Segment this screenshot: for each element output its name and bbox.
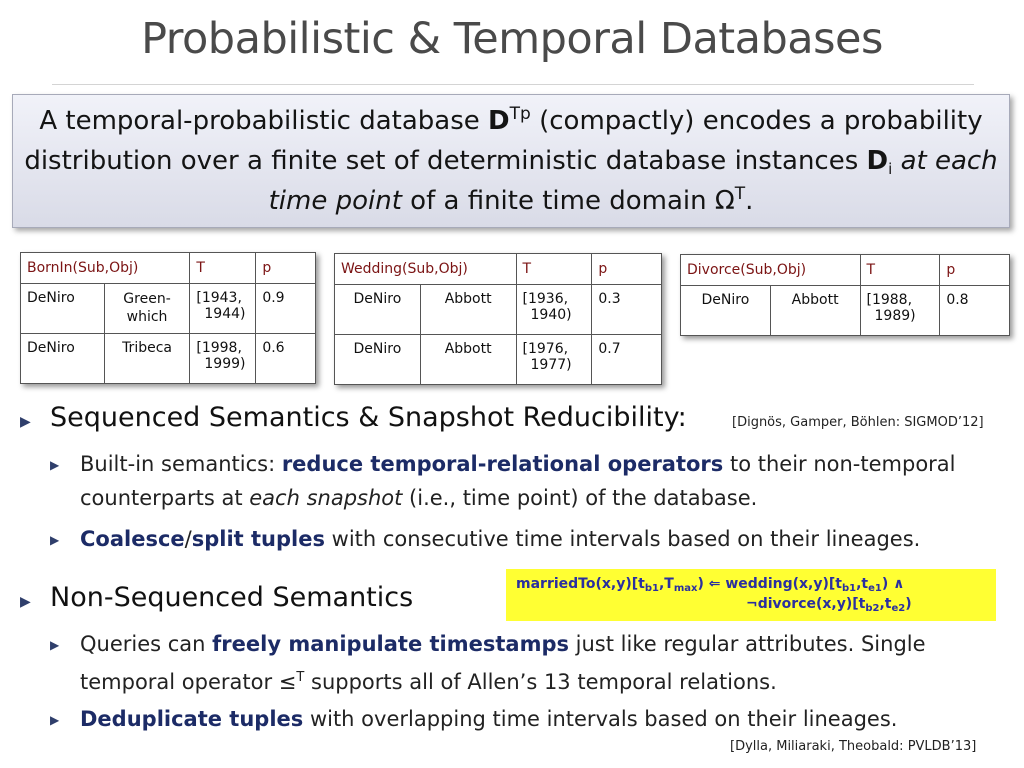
table-header: T bbox=[860, 255, 940, 286]
table-cell: DeNiro bbox=[21, 334, 105, 384]
rule-subscript: b1 bbox=[841, 583, 857, 594]
interval-end: 1940) bbox=[530, 307, 572, 323]
table-header-row bbox=[681, 255, 1010, 286]
interval-start: [1988, bbox=[866, 292, 913, 308]
divorce-table bbox=[680, 254, 1010, 336]
interval-end: 1977) bbox=[530, 357, 572, 373]
definition-box bbox=[12, 94, 1010, 228]
definition-emphasis: at each time point bbox=[268, 146, 998, 216]
table-cell: DeNiro bbox=[335, 285, 421, 335]
sequenced-heading-text: Sequenced Semantics & Snapshot Reducibility: bbox=[50, 402, 687, 433]
table-cell: 0.8 bbox=[940, 286, 1010, 336]
interval-start: [1976, bbox=[522, 341, 569, 357]
sequenced-item-2-text bbox=[80, 522, 920, 556]
nonsequenced-heading bbox=[20, 582, 413, 613]
table-cell bbox=[190, 334, 256, 384]
rule-subscript: b2 bbox=[865, 603, 880, 614]
operator-superscript: T bbox=[296, 670, 305, 685]
sub-bullet-icon: ▶ bbox=[50, 713, 60, 727]
rule-subscript: e1 bbox=[868, 583, 882, 594]
nonsequenced-item-1 bbox=[50, 627, 1010, 699]
table-cell: 0.7 bbox=[592, 335, 662, 385]
table-header: BornIn(Sub,Obj) bbox=[21, 253, 190, 284]
emphasis-text: Deduplicate tuples bbox=[80, 707, 304, 731]
table-cell: Green-which bbox=[104, 284, 190, 334]
table-row bbox=[335, 335, 662, 385]
sub-bullet-icon: ▶ bbox=[50, 458, 60, 472]
table-cell: Abbott bbox=[420, 285, 516, 335]
text-run: (i.e., time point) of the database. bbox=[402, 486, 758, 510]
sequenced-heading bbox=[20, 402, 687, 433]
table-cell: DeNiro bbox=[335, 335, 421, 385]
database-superscript: Tp bbox=[509, 104, 531, 124]
interval-start: [1998, bbox=[196, 340, 242, 356]
definition-text-2: (compactly) encodes a probability distribution over a finite set of deterministic database instances bbox=[24, 106, 983, 176]
table-header: p bbox=[940, 255, 1010, 286]
italic-text: each snapshot bbox=[249, 486, 403, 510]
table-header-row bbox=[21, 253, 316, 284]
instance-symbol: D bbox=[866, 146, 889, 176]
text-run: with consecutive time intervals based on their lineages. bbox=[324, 527, 921, 551]
table-header: T bbox=[190, 253, 256, 284]
rule-subscript: e2 bbox=[891, 603, 906, 614]
sequenced-citation: [Dignös, Gamper, Böhlen: SIGMOD’12] bbox=[732, 415, 984, 430]
bullet-icon: ▶ bbox=[20, 414, 31, 430]
rule-text: ¬divorce(x,y)[t bbox=[746, 596, 866, 612]
rule-text: marriedTo(x,y)[t bbox=[516, 576, 645, 592]
nonsequenced-heading-text: Non-Sequenced Semantics bbox=[50, 582, 414, 613]
text-run: just like regular attributes. Single temporal operator ≤ bbox=[80, 632, 926, 694]
interval-start: [1936, bbox=[522, 291, 569, 307]
nonsequenced-item-2-text bbox=[80, 702, 897, 736]
rule-text: ,t bbox=[879, 596, 892, 612]
definition-text-3: of a finite time domain bbox=[401, 186, 715, 216]
table-cell: 0.6 bbox=[256, 334, 316, 384]
table-header: p bbox=[256, 253, 316, 284]
table-row bbox=[335, 285, 662, 335]
text-run: Queries can bbox=[80, 632, 213, 656]
sub-bullet-icon: ▶ bbox=[50, 638, 60, 652]
wedding-table bbox=[334, 253, 662, 385]
nonsequenced-item-2 bbox=[50, 702, 1010, 737]
rule-line-2 bbox=[516, 594, 986, 614]
interval-end: 1944) bbox=[204, 306, 246, 322]
nonsequenced-citation: [Dylla, Miliaraki, Theobald: PVLDB’13] bbox=[730, 739, 977, 754]
table-cell: DeNiro bbox=[21, 284, 105, 334]
omega-superscript: T bbox=[734, 184, 746, 204]
title-divider bbox=[52, 84, 974, 85]
table-cell bbox=[516, 335, 592, 385]
emphasis-text: split tuples bbox=[191, 527, 325, 551]
rule-text: ) bbox=[905, 596, 912, 612]
table-header: T bbox=[516, 254, 592, 285]
table-cell: 0.9 bbox=[256, 284, 316, 334]
interval-end: 1999) bbox=[204, 356, 246, 372]
nonsequenced-item-1-text bbox=[80, 627, 1010, 699]
rule-line-1 bbox=[516, 576, 905, 592]
table-header-row bbox=[335, 254, 662, 285]
table-header: Wedding(Sub,Obj) bbox=[335, 254, 517, 285]
interval-end: 1989) bbox=[874, 308, 916, 324]
table-cell: Abbott bbox=[420, 335, 516, 385]
table-cell: Tribeca bbox=[104, 334, 190, 384]
text-run: with overlapping time intervals based on their lineages. bbox=[303, 707, 898, 731]
text-run: / bbox=[184, 527, 192, 551]
table-row bbox=[681, 286, 1010, 336]
emphasis-text: reduce temporal-relational operators bbox=[281, 452, 724, 476]
table-row bbox=[21, 284, 316, 334]
database-symbol: D bbox=[488, 106, 510, 136]
sequenced-item-1-text bbox=[80, 447, 1010, 515]
table-header: Divorce(Sub,Obj) bbox=[681, 255, 861, 286]
sub-bullet-icon: ▶ bbox=[50, 533, 60, 547]
rule-text: ,T bbox=[658, 576, 674, 592]
married-rule-box bbox=[506, 569, 996, 621]
table-cell: DeNiro bbox=[681, 286, 771, 336]
sequenced-item-1 bbox=[50, 447, 1010, 515]
emphasis-text: Coalesce bbox=[80, 527, 185, 551]
definition-text-1: A temporal-probabilistic database bbox=[39, 106, 489, 136]
omega-symbol: Ω bbox=[714, 186, 735, 216]
text-run: Built-in semantics: bbox=[80, 452, 282, 476]
table-row bbox=[21, 334, 316, 384]
interval-start: [1943, bbox=[196, 290, 242, 306]
rule-text: ) ⇐ wedding(x,y)[t bbox=[697, 576, 842, 592]
table-cell: Abbott bbox=[770, 286, 860, 336]
rule-subscript: max bbox=[673, 583, 698, 594]
table-cell: 0.3 bbox=[592, 285, 662, 335]
instance-subscript: i bbox=[888, 160, 893, 178]
table-header: p bbox=[592, 254, 662, 285]
emphasis-text: freely manipulate timestamps bbox=[212, 632, 569, 656]
table-cell bbox=[860, 286, 940, 336]
slide-title: Probabilistic & Temporal Databases bbox=[141, 14, 883, 64]
sequenced-item-2 bbox=[50, 522, 1010, 557]
bullet-icon: ▶ bbox=[20, 594, 31, 610]
bornin-table bbox=[20, 252, 316, 384]
text-run: supports all of Allen’s 13 temporal relations. bbox=[304, 670, 777, 694]
definition-period: . bbox=[745, 186, 754, 216]
text-run: to their non-temporal counterparts at bbox=[80, 452, 956, 510]
rule-subscript: b1 bbox=[644, 583, 659, 594]
rule-text: ) ∧ bbox=[881, 576, 905, 592]
rule-text: ,t bbox=[856, 576, 869, 592]
table-cell bbox=[516, 285, 592, 335]
table-cell bbox=[190, 284, 256, 334]
